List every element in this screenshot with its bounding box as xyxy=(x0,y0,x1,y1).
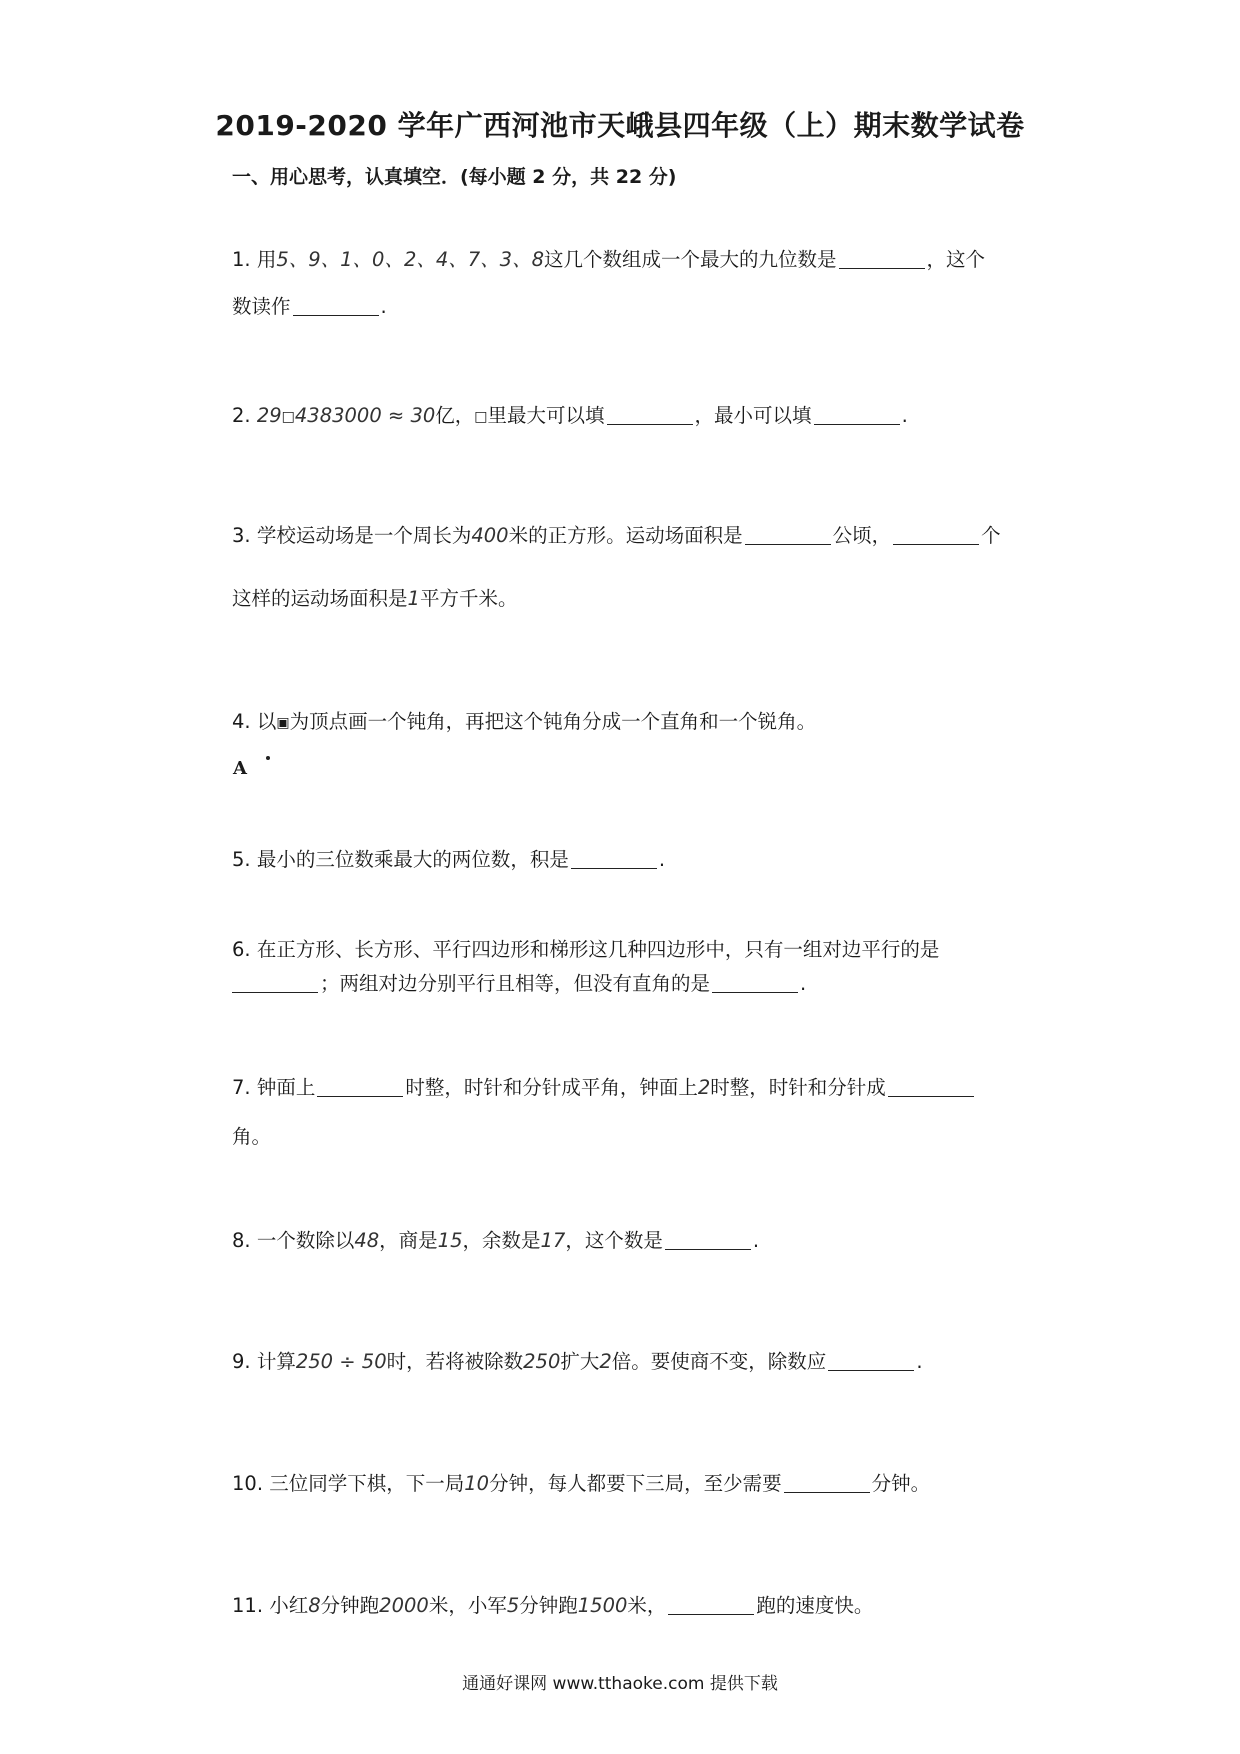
question-6-line-1: 6. 在正方形、长方形、平行四边形和梯形这几种四边形中，只有一组对边平行的是 xyxy=(232,938,940,961)
question-3-line-1: 3. 学校运动场是一个周长为400米的正方形。运动场面积是 公顷， 个 xyxy=(232,524,1001,547)
question-7-line-2: 角。 xyxy=(232,1125,272,1148)
point-a-label: A xyxy=(233,758,247,779)
question-number: 10. xyxy=(232,1472,264,1495)
question-1-line-2: 数读作 . xyxy=(232,295,387,318)
question-6-line-2: ；两组对边分别平行且相等，但没有直角的是 . xyxy=(232,968,806,996)
question-1-line-1: 1. 用5、9、1、0、2、4、7、3、8这几个数组成一个最大的九位数是 ，这个 xyxy=(232,248,986,271)
page-footer: 通通好课网 www.tthaoke.com 提供下载 xyxy=(462,1674,778,1694)
answer-blank[interactable] xyxy=(665,1231,751,1250)
answer-blank[interactable] xyxy=(232,974,318,993)
question-2: 2. 29□4383000 ≈ 30亿，□里最大可以填 ，最小可以填 . xyxy=(232,404,908,427)
answer-blank[interactable] xyxy=(839,250,925,269)
answer-blank[interactable] xyxy=(712,974,798,993)
question-7-line-1: 7. 钟面上 时整，时针和分针成平角，钟面上2时整，时针和分针成 xyxy=(232,1072,976,1100)
box-placeholder: ▣ xyxy=(276,715,290,731)
box-placeholder: □ xyxy=(474,409,488,425)
answer-blank[interactable] xyxy=(888,1078,974,1097)
question-9: 9. 计算250 ÷ 50时，若将被除数250扩大2倍。要使商不变，除数应 . xyxy=(232,1350,923,1373)
question-number: 7. xyxy=(232,1076,251,1099)
question-number: 6. xyxy=(232,938,251,961)
answer-blank[interactable] xyxy=(607,406,693,425)
question-3-line-2: 这样的运动场面积是1平方千米。 xyxy=(232,587,518,610)
question-number: 2. xyxy=(232,404,251,427)
point-a-dot xyxy=(266,756,270,760)
exam-title: 2019-2020 学年广西河池市天峨县四年级（上）期末数学试卷 xyxy=(215,109,1025,142)
question-number: 1. xyxy=(232,248,251,271)
question-5: 5. 最小的三位数乘最大的两位数，积是 . xyxy=(232,848,666,871)
question-10: 10. 三位同学下棋，下一局10分钟，每人都要下三局，至少需要 分钟。 xyxy=(232,1472,931,1495)
question-number: 9. xyxy=(232,1350,251,1373)
box-placeholder: □ xyxy=(281,409,295,425)
section-heading: 一、用心思考，认真填空．(每小题 2 分，共 22 分) xyxy=(232,166,677,188)
answer-blank[interactable] xyxy=(893,526,979,545)
question-4: 4. 以▣为顶点画一个钝角，再把这个钝角分成一个直角和一个锐角。 xyxy=(232,710,817,733)
question-number: 8. xyxy=(232,1229,251,1252)
answer-blank[interactable] xyxy=(571,850,657,869)
answer-blank[interactable] xyxy=(317,1078,403,1097)
answer-blank[interactable] xyxy=(293,297,379,316)
question-number: 11. xyxy=(232,1594,264,1617)
question-number: 4. xyxy=(232,710,251,733)
question-number: 3. xyxy=(232,524,251,547)
answer-blank[interactable] xyxy=(784,1474,870,1493)
question-11: 11. 小红8分钟跑2000米，小军5分钟跑1500米， 跑的速度快。 xyxy=(232,1594,874,1617)
digits: 5、9、1、0、2、4、7、3、8 xyxy=(276,248,544,271)
question-number: 5. xyxy=(232,848,251,871)
answer-blank[interactable] xyxy=(814,406,900,425)
question-8: 8. 一个数除以48，商是15，余数是17，这个数是 . xyxy=(232,1229,760,1252)
answer-blank[interactable] xyxy=(745,526,831,545)
answer-blank[interactable] xyxy=(668,1596,754,1615)
answer-blank[interactable] xyxy=(828,1352,914,1371)
